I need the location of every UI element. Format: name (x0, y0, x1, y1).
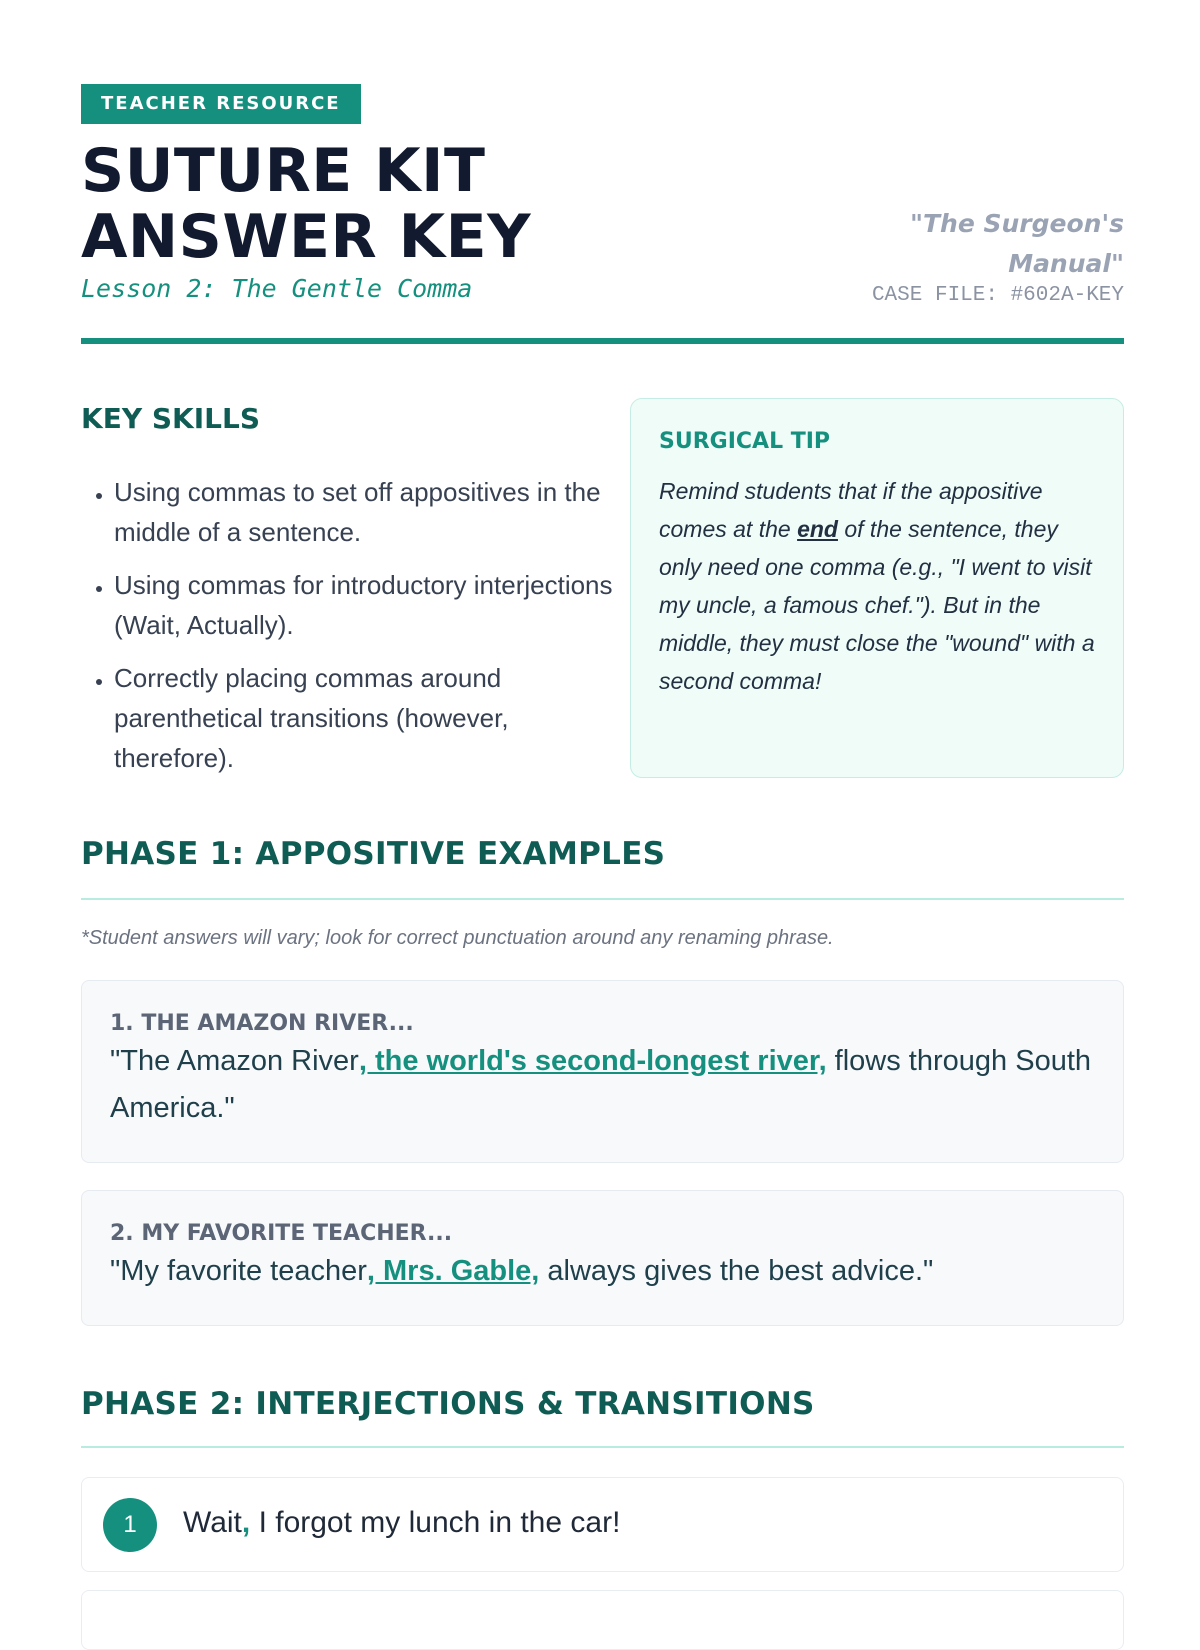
tip-text-after: of the sentence, they only need one comma (e.g., "I went to visit my uncle, a famous chef."). But in the middle, they must close the "wound" with a second comma! (659, 516, 1095, 694)
key-skill-item: • Using commas to set off appositives in the middle of a sentence. (114, 472, 614, 552)
key-skill-item: • Correctly placing commas around parenthetical transitions (however, therefore). (114, 658, 614, 778)
phase1-heading: PHASE 1: APPOSITIVE EXAMPLES (81, 836, 666, 872)
phase2-heading: PHASE 2: INTERJECTIONS & TRANSITIONS (81, 1386, 815, 1422)
appositive-example-card (81, 1190, 1124, 1326)
key-skill-item: • Using commas for introductory interjections (Wait, Actually). (114, 565, 614, 645)
item-number-badge: 1 (103, 1498, 157, 1552)
comma-highlight: , (241, 1506, 251, 1539)
phase1-note: *Student answers will vary; look for correct punctuation around any renaming phrase. (81, 927, 834, 949)
example-label: 2. MY FAVORITE TEACHER... (110, 1221, 453, 1246)
phase2-divider (81, 1446, 1124, 1448)
interjection-item-partial (81, 1590, 1124, 1650)
sentence-start: "The Amazon River (110, 1045, 359, 1077)
item-sentence (183, 1503, 620, 1543)
example-label: 1. THE AMAZON RIVER... (110, 1011, 414, 1036)
tip-text-before: Remind students that if the appositive comes at the (659, 478, 1043, 542)
surgical-tip-text (659, 472, 1097, 700)
interjection-item (81, 1477, 1124, 1572)
key-skills-heading: KEY SKILLS (81, 402, 260, 435)
page-title: SUTURE KIT ANSWER KEY (81, 136, 532, 272)
example-sentence (110, 1248, 1095, 1295)
appositive-highlight: , the world's second-longest river, (358, 1045, 827, 1077)
lesson-subtitle: Lesson 2: The Gentle Comma (81, 274, 473, 303)
surgical-tip-card (630, 398, 1124, 778)
sentence-end: I forgot my lunch in the car! (250, 1506, 621, 1539)
sentence-end: always gives the best advice." (539, 1255, 934, 1287)
surgical-tip-heading: SURGICAL TIP (659, 429, 831, 454)
header-divider (81, 338, 1124, 344)
sentence-start: Wait (183, 1506, 242, 1539)
key-skills-list (81, 472, 614, 791)
sentence-end: flows through South America." (110, 1045, 1092, 1124)
tip-emphasis: end (797, 516, 838, 542)
phase1-divider (81, 898, 1124, 900)
example-sentence (110, 1038, 1095, 1132)
appositive-example-card (81, 980, 1124, 1163)
case-file-label: CASE FILE: #602A-KEY (871, 284, 1124, 307)
appositive-highlight: , Mrs. Gable, (366, 1255, 540, 1287)
teacher-resource-badge: TEACHER RESOURCE (81, 84, 361, 124)
sentence-start: "My favorite teacher (110, 1255, 367, 1287)
manual-label: "The Surgeon's Manual" (909, 209, 1124, 278)
